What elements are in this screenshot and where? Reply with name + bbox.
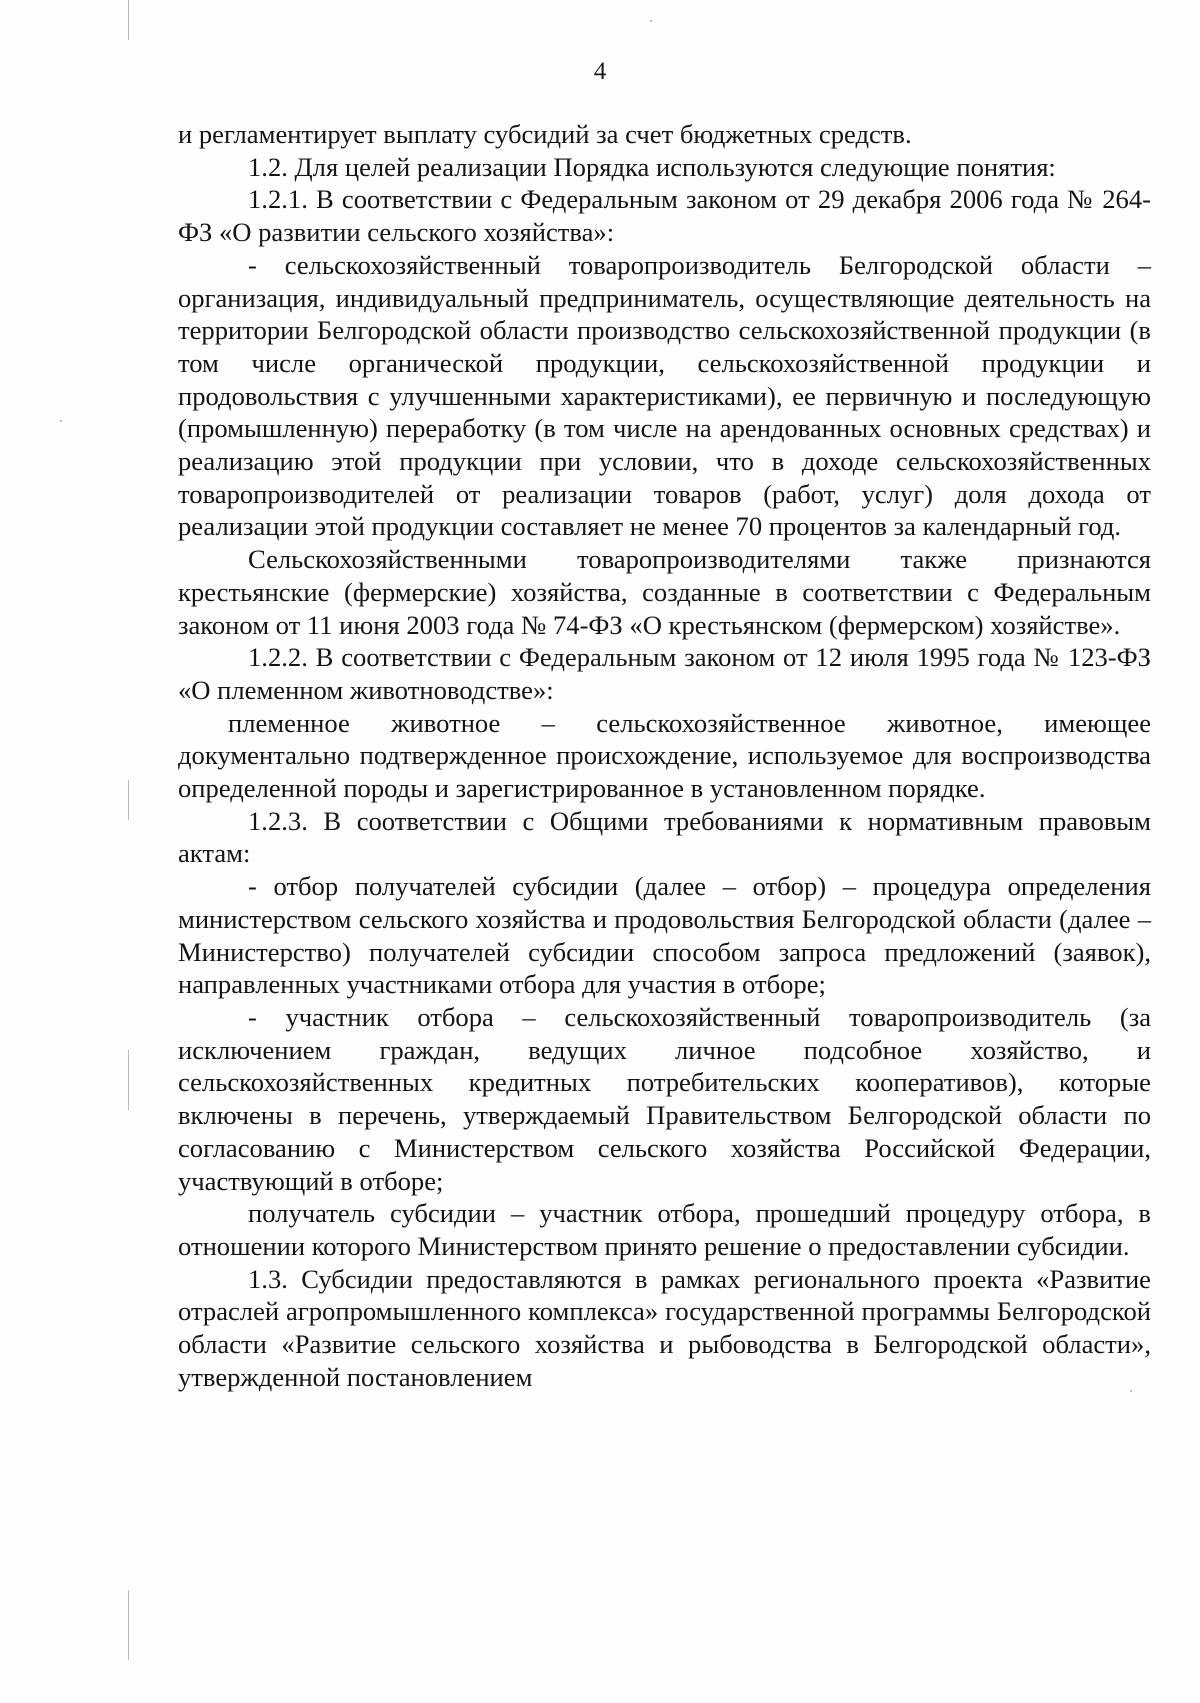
- definition-selection-participant: - участник отбора – сельскохозяйственный товаропроизводитель (за исключением граждан, ведущих личное подсобное хозяйство, и сельскохозяйственных кредитных потребительских кооперативов), которые включены в перечень, утверждаемый Правительством Белгородской области по согласованию с Министерством сельского хозяйства Российской Федерации, участвующий в отборе;: [178, 1001, 1151, 1196]
- document-body: [178, 118, 1151, 1393]
- paragraph-continuation: и регламентирует выплату субсидий за счет бюджетных средств.: [178, 119, 912, 149]
- paragraph-1-3: 1.3. Субсидии предоставляются в рамках регионального проекта «Развитие отраслей агропромышленного комплекса» государственной программы Белгородской области «Развитие сельского хозяйства и рыбоводства в Белгородской области», утвержденной постановлением: [178, 1263, 1151, 1392]
- page-number: 4: [593, 58, 607, 85]
- scan-artifact: [128, 1590, 129, 1660]
- scan-speck: [60, 420, 62, 422]
- paragraph-1-2-3: 1.2.3. В соответствии с Общими требованиями к нормативным правовым актам:: [178, 805, 1151, 869]
- definition-agricultural-producer: - сельскохозяйственный товаропроизводитель Белгородской области – организация, индивидуальный предприниматель, осуществляющие деятельность на территории Белгородской области производство сельскохозяйственной продукции (в том числе органической продукции, сельскохозяйственной продукции и продовольствия с улучшенными характеристиками), ее первичную и последующую (промышленную) переработку (в том числе на арендованных основных средствах) и реализацию этой продукции при условии, что в доходе сельскохозяйственных товаропроизводителей от реализации товаров (работ, услуг) доля дохода от реализации этой продукции составляет не менее 70 процентов за календарный год.: [178, 249, 1151, 542]
- paragraph-1-2-1: 1.2.1. В соответствии с Федеральным законом от 29 декабря 2006 года № 264-ФЗ «О развитии сельского хозяйства»:: [178, 184, 1151, 248]
- paragraph-1-2: 1.2. Для целей реализации Порядка используются следующие понятия:: [248, 151, 1056, 182]
- paragraph-1-2-2: 1.2.2. В соответствии с Федеральным законом от 12 июля 1995 года № 123-ФЗ «О племенном животноводстве»:: [178, 642, 1151, 705]
- paragraph-farm-households: Сельскохозяйственными товаропроизводителями также признаются крестьянские (фермерские) хозяйства, созданные в соответствии с Федеральным законом от 11 июня 2003 года № 74-ФЗ «О крестьянском (фермерском) хозяйстве».: [178, 544, 1151, 640]
- definition-breeding-animal: племенное животное – сельскохозяйственное животное, имеющее документально подтвержденное происхождение, используемое для воспроизводства определенной породы и зарегистрированное в установленном порядке.: [178, 707, 1151, 804]
- scan-speck: [650, 20, 652, 22]
- definition-selection: - отбор получателей субсидии (далее – отбор) – процедура определения министерством сельского хозяйства и продовольствия Белгородской области (далее – Министерство) получателей субсидии способом запроса предложений (заявок), направленных участниками отбора для участия в отборе;: [178, 871, 1151, 1000]
- scan-artifact: [128, 1050, 129, 1110]
- scan-artifact: [128, 780, 129, 820]
- scan-artifact: [128, 0, 129, 40]
- definition-subsidy-recipient: получатель субсидии – участник отбора, прошедший процедуру отбора, в отношении которого Министерством принято решение о предоставлении субсидии.: [178, 1198, 1151, 1261]
